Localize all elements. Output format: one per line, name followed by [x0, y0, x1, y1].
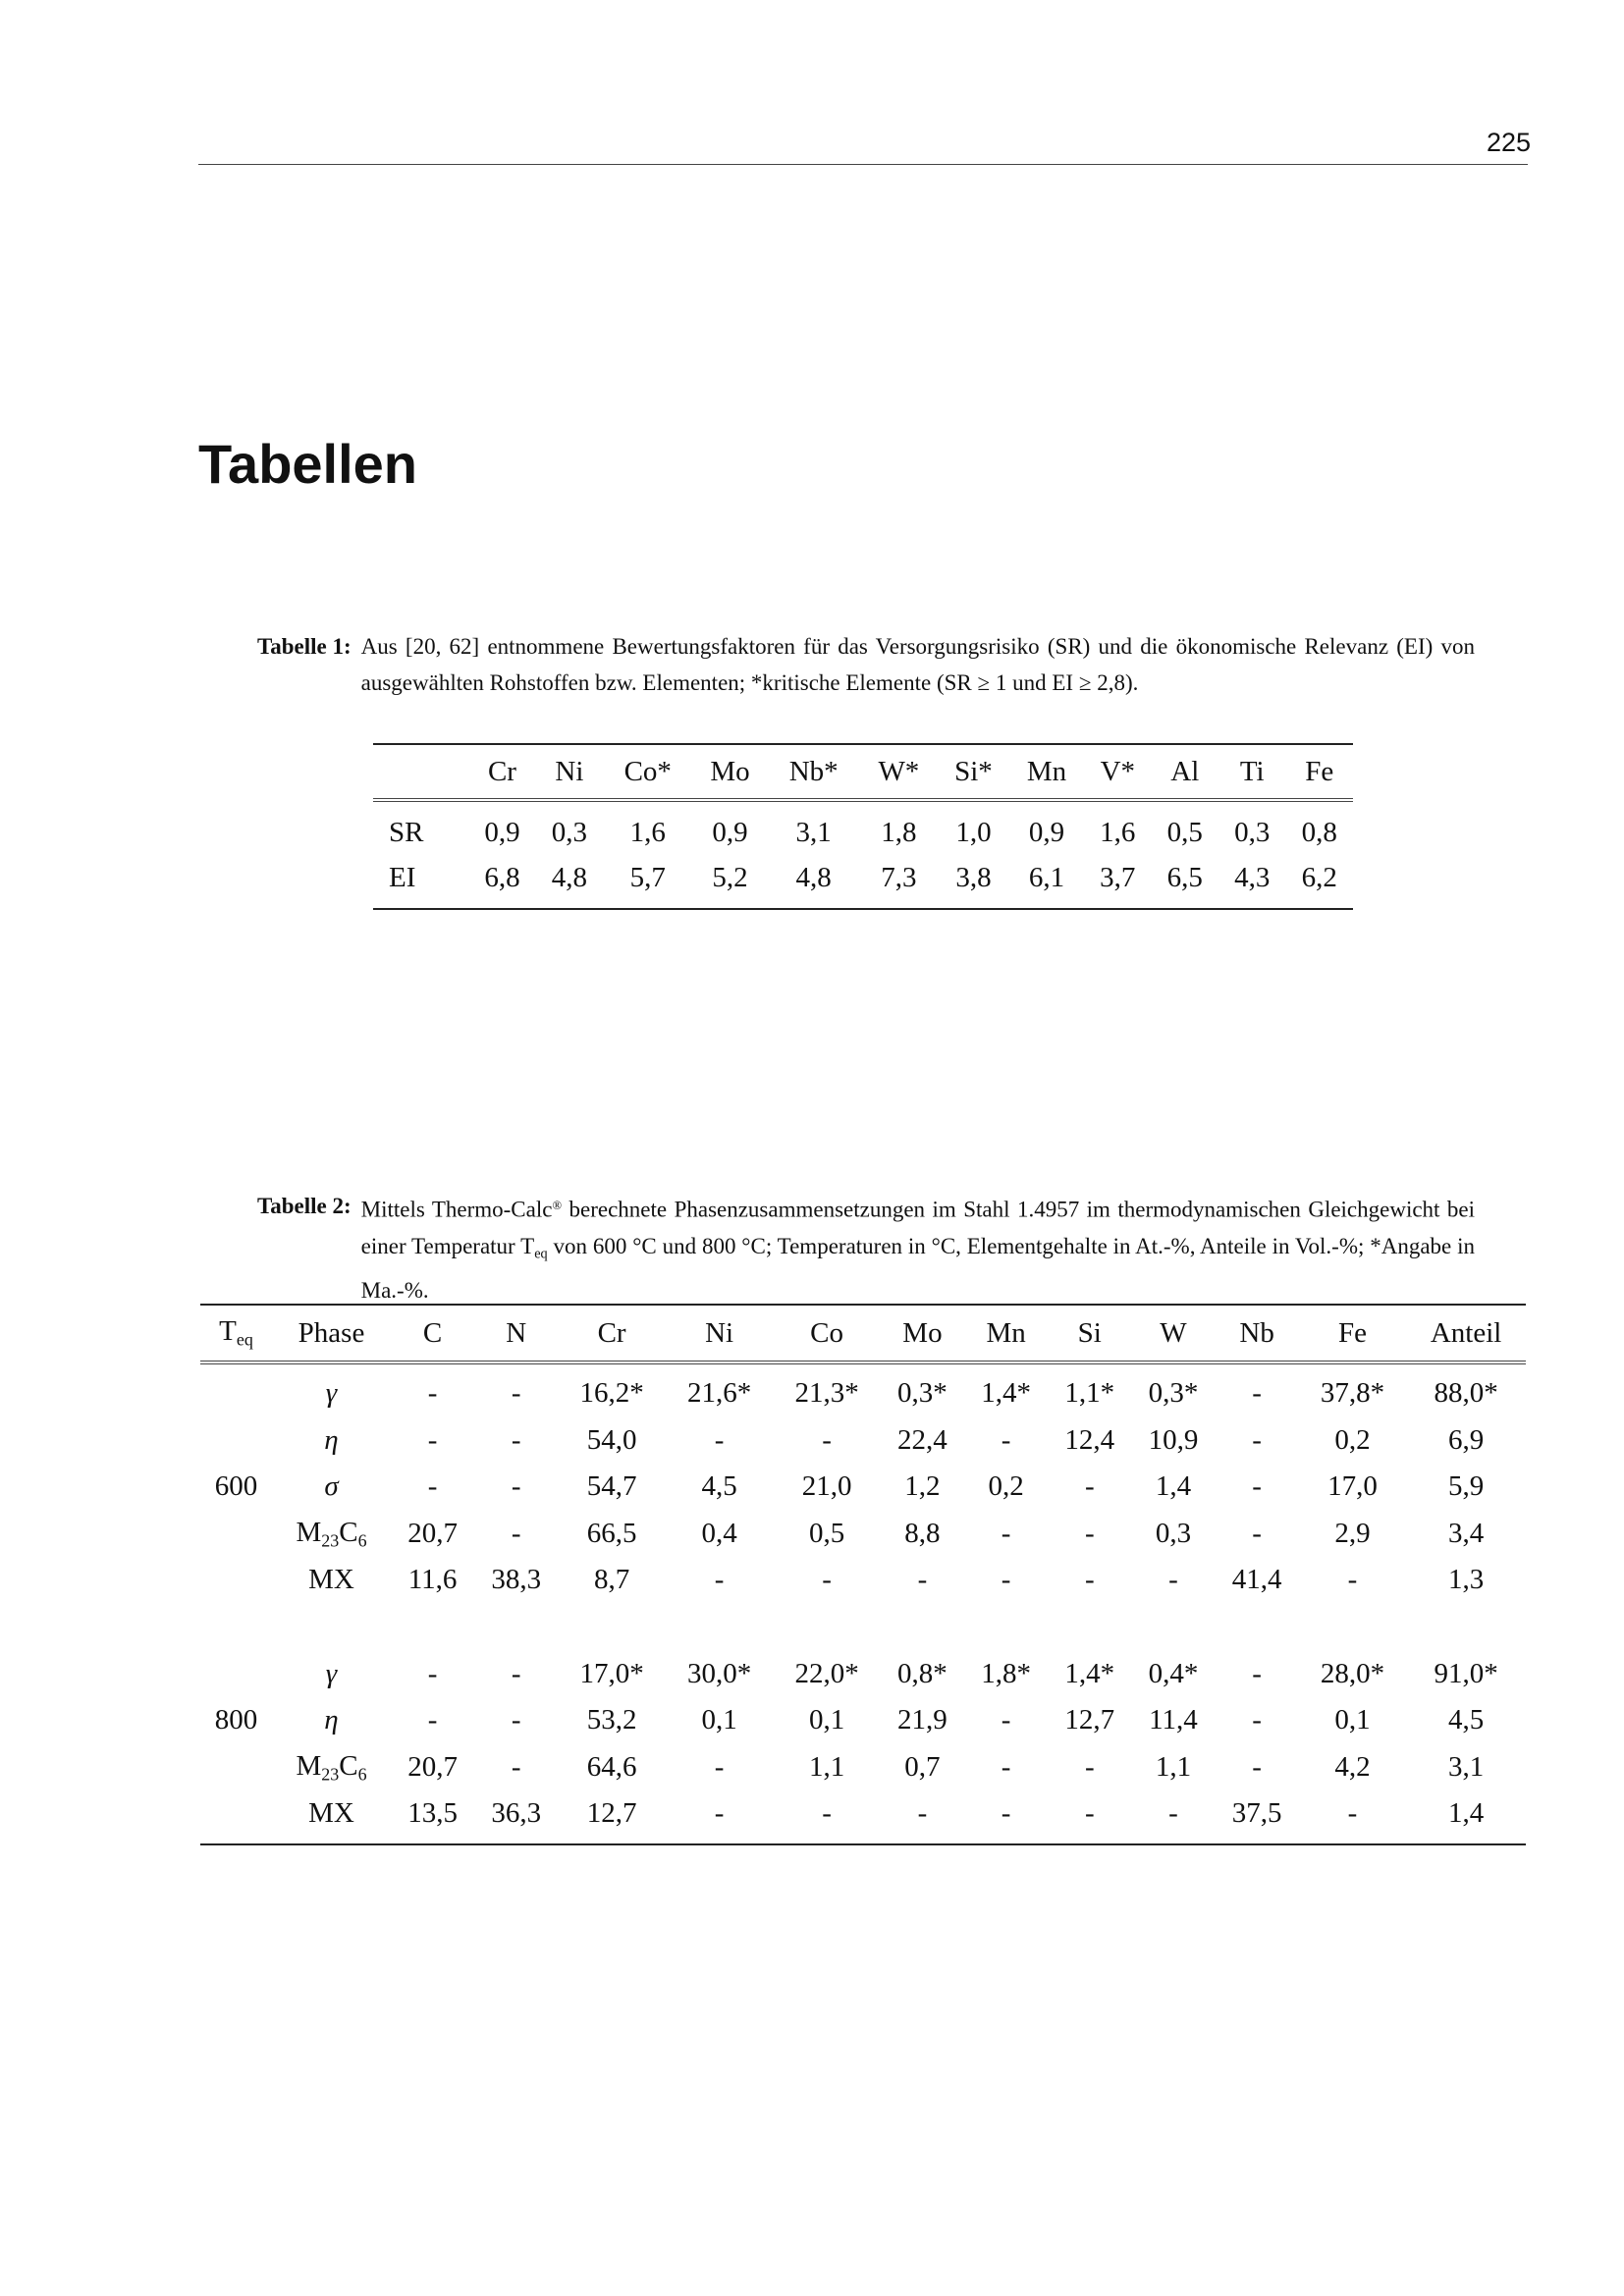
table2-cell: - [917, 1564, 928, 1596]
table1-cell: 0,8 [1301, 816, 1337, 848]
registered-mark: ® [552, 1199, 563, 1212]
table2-cell: 17,0 [1327, 1470, 1378, 1503]
table-row [200, 1464, 1526, 1511]
phase-cell: MX [272, 1790, 391, 1844]
table2-cell: - [822, 1423, 832, 1456]
table1-cell: 6,8 [468, 855, 535, 909]
table2-cell: - [427, 1657, 438, 1689]
table2-cell: 1,1 [808, 1750, 845, 1783]
table2-cell: - [427, 1377, 438, 1410]
table2-cell: 66,5 [586, 1517, 637, 1549]
table2-cell: 0,1 [808, 1704, 845, 1736]
table2-cell: - [1252, 1704, 1262, 1736]
table2-cell: 1,4* [1064, 1657, 1115, 1689]
table2-cell: 37,5 [1216, 1790, 1299, 1844]
spacer-cell [200, 1604, 1526, 1651]
table2-cell: - [1252, 1470, 1262, 1503]
teq-sub: eq [236, 1329, 253, 1350]
table2-cell: 11,6 [407, 1564, 458, 1596]
table2-cell: 53,2 [586, 1704, 637, 1736]
phase-cell: γ [325, 1657, 338, 1689]
table2-cell: - [1001, 1423, 1011, 1456]
table2-cell: 16,2* [579, 1377, 644, 1410]
phase-sub: 6 [357, 1763, 367, 1784]
table-row [200, 1744, 1526, 1791]
table2-cell: - [822, 1564, 832, 1596]
table2-cell: 54,7 [586, 1470, 637, 1503]
table2-cell: - [1252, 1517, 1262, 1549]
table2-cell: 1,4* [981, 1377, 1031, 1410]
table2-cell: - [511, 1377, 521, 1410]
table1-cell: 3,7 [1084, 855, 1151, 909]
table2-header-cell: C [391, 1305, 474, 1362]
table2-cell: - [511, 1470, 521, 1503]
table2-cell: 12,7 [558, 1790, 666, 1844]
table2-cell: 1,1* [1064, 1377, 1115, 1410]
teq-cell [200, 1744, 272, 1791]
table2-cell: 36,3 [474, 1790, 558, 1844]
table2-header-cell: N [474, 1305, 558, 1362]
table2-cell: 21,0 [801, 1470, 852, 1503]
table2-cell: - [1252, 1750, 1262, 1783]
table2-cell: 38,3 [491, 1564, 542, 1596]
table2-cell: 0,2 [1334, 1423, 1371, 1456]
teq-cell [200, 1417, 272, 1465]
table2-cell: - [1001, 1750, 1011, 1783]
table2-cell: - [1084, 1470, 1095, 1503]
table2-cell: - [1084, 1517, 1095, 1549]
table2-caption [257, 1188, 1475, 1308]
table2-cell: - [714, 1423, 725, 1456]
table2-caption-part2: berechnete Phasenzusammensetzungen im Stahl 1.4957 im thermodynamischen Gleichgewicht bei einer Temperatur T [360, 1197, 1475, 1258]
table2-cell: 4,5 [1447, 1704, 1485, 1736]
table1-cell: 6,1 [1009, 855, 1084, 909]
table2-cell: 0,1 [1334, 1704, 1371, 1736]
table1-caption [257, 628, 1475, 701]
phase-cell: η [324, 1423, 339, 1456]
table2-cell: - [511, 1704, 521, 1736]
table1-header-cell: Nb* [768, 744, 860, 800]
table2-header-teq [200, 1305, 272, 1362]
table2-cell: 0,8* [897, 1657, 947, 1689]
phase-cell: γ [325, 1377, 338, 1410]
table2-cell: - [666, 1790, 774, 1844]
table2-cell: - [1252, 1657, 1262, 1689]
table2-cell: 0,7 [904, 1750, 941, 1783]
phase-cell: η [324, 1704, 339, 1736]
table2-header-cell: Co [773, 1305, 881, 1362]
table2-cell: 10,9 [1148, 1423, 1199, 1456]
table2-cell: - [427, 1470, 438, 1503]
phase-c: C [339, 1749, 358, 1782]
table2-cell: - [427, 1423, 438, 1456]
table2-cell: - [1131, 1790, 1215, 1844]
table2-cell: - [1252, 1377, 1262, 1410]
phase-m: M [296, 1516, 322, 1548]
table2-cell: 5,9 [1447, 1470, 1485, 1503]
phase-m: M [296, 1749, 322, 1782]
table2-header-cell: W [1131, 1305, 1215, 1362]
table1-header-cell: W* [860, 744, 938, 800]
table2-header-cell: Si [1048, 1305, 1131, 1362]
table2-cell: 1,4 [1155, 1470, 1192, 1503]
phase-sub: 6 [357, 1529, 367, 1550]
teq-cell [200, 1651, 272, 1698]
table1-cell: 7,3 [860, 855, 938, 909]
table2-cell: 0,4 [701, 1517, 737, 1549]
table-row [200, 1362, 1526, 1417]
table2-cell: 12,4 [1064, 1423, 1115, 1456]
table2-cell: - [427, 1704, 438, 1736]
phase-c: C [339, 1516, 358, 1548]
table2-cell: 1,3 [1447, 1564, 1485, 1596]
table2-cell: 0,4* [1148, 1657, 1199, 1689]
table2-cell: - [881, 1790, 964, 1844]
table2-caption-text [361, 1188, 1475, 1308]
table2-cell: 28,0* [1320, 1657, 1385, 1689]
table2-cell: 3,1 [1447, 1750, 1485, 1783]
table2-caption-part3: von 600 °C und 800 °C; Temperaturen in °C, Elementgehalte in At.-%, Anteile in Vol.-%; *Angabe in Ma.-%. [360, 1233, 1475, 1303]
table1-cell: 6,2 [1285, 855, 1353, 909]
phase-cell: σ [324, 1470, 339, 1503]
table1-cell: 4,8 [768, 855, 860, 909]
table-row [200, 1697, 1526, 1744]
table1-cell: 1,6 [1100, 816, 1136, 848]
table1-cell: 3,8 [938, 855, 1009, 909]
table2-cell: 4,5 [701, 1470, 737, 1503]
table2-cell: - [1084, 1750, 1095, 1783]
table2-cell: - [1048, 1790, 1131, 1844]
table-row [200, 1651, 1526, 1698]
table2-cell: - [714, 1750, 725, 1783]
phase-sub: 23 [321, 1763, 340, 1784]
table1-cell: 1,0 [955, 816, 992, 848]
table2-header-cell: Mo [881, 1305, 964, 1362]
table2-cell: - [511, 1657, 521, 1689]
table2-cell: 0,1 [701, 1704, 737, 1736]
teq-cell [200, 1557, 272, 1604]
table1-cell: EI [373, 855, 468, 909]
table2 [200, 1304, 1526, 1845]
table-spacer-row [200, 1604, 1526, 1651]
table2-cell: 0,3* [897, 1377, 947, 1410]
teq-main: T [219, 1315, 237, 1348]
table1-cell: 3,1 [795, 816, 832, 848]
table1-header-cell: V* [1084, 744, 1151, 800]
table1-cell: 4,8 [536, 855, 603, 909]
table1-caption-text: Aus [20, 62] entnommene Bewertungsfaktoren für das Versorgungsrisiko (SR) und die ökonomische Relevanz (EI) von ausgewählten Rohstoffen bzw. Elementen; *kritische Elemente (SR ≥ 1 und EI ≥ 2,8). [360, 634, 1475, 695]
table1-cell: 0,5 [1166, 816, 1203, 848]
phase-sub: 23 [321, 1529, 340, 1550]
table1-header-cell [373, 744, 468, 800]
table1-cell: 5,2 [692, 855, 767, 909]
table2-header-cell: Anteil [1406, 1305, 1526, 1362]
table1-header-cell: Ni [536, 744, 603, 800]
phase-cell: MX [308, 1564, 354, 1596]
table1-cell: 0,9 [1028, 816, 1065, 848]
table1-header-row [373, 744, 1353, 800]
table2-cell: 22,4 [897, 1423, 947, 1456]
table2-cell: 37,8* [1320, 1377, 1385, 1410]
table2-cell: 54,0 [586, 1423, 637, 1456]
table1-cell: 6,5 [1152, 855, 1218, 909]
table2-cell: 88,0* [1434, 1377, 1498, 1410]
table1-header-cell: Ti [1218, 744, 1285, 800]
table2-cell: - [1001, 1517, 1011, 1549]
table2-cell: - [773, 1790, 881, 1844]
table2-header-row [200, 1305, 1526, 1362]
table2-cell: - [1347, 1564, 1358, 1596]
table2-cell: 21,3* [794, 1377, 859, 1410]
teq-cell [200, 1511, 272, 1558]
table2-header-cell: Fe [1299, 1305, 1407, 1362]
table2-header-cell: Mn [964, 1305, 1048, 1362]
table2-header-cell: Ni [666, 1305, 774, 1362]
table2-cell: 22,0* [794, 1657, 859, 1689]
table2-cell: 30,0* [686, 1657, 752, 1689]
table2-cell: - [1252, 1423, 1262, 1456]
table2-cell: - [1299, 1790, 1407, 1844]
table2-cell: 0,3* [1148, 1377, 1199, 1410]
table1-header-cell: Fe [1285, 744, 1353, 800]
table2-cell: 1,4 [1406, 1790, 1526, 1844]
phase-cell [272, 1744, 391, 1791]
table1-header-cell: Cr [468, 744, 535, 800]
table-row [200, 1557, 1526, 1604]
teq-cell: 800 [214, 1704, 258, 1736]
table2-header-cell: Cr [558, 1305, 666, 1362]
table-row [373, 800, 1353, 855]
table1-cell: 4,3 [1218, 855, 1285, 909]
table-row [200, 1417, 1526, 1465]
table2-cell: 1,8* [981, 1657, 1031, 1689]
table2-cell: 11,4 [1149, 1704, 1198, 1736]
table2-cell: 4,2 [1334, 1750, 1371, 1783]
table2-cell: 0,5 [808, 1517, 845, 1549]
table1-cell: 0,9 [484, 816, 520, 848]
table1-header-cell: Al [1152, 744, 1218, 800]
table2-cell: 6,9 [1447, 1423, 1485, 1456]
table2-caption-label: Tabelle 2: [257, 1194, 352, 1218]
table2-cell: - [511, 1750, 521, 1783]
phase-cell [272, 1511, 391, 1558]
table1-cell: 1,6 [629, 816, 666, 848]
table2-cell: 20,7 [407, 1517, 458, 1549]
table2-cell: 8,8 [904, 1517, 941, 1549]
teq-cell [200, 1362, 272, 1417]
teq-cell: 600 [214, 1470, 258, 1503]
table2-cell: 2,9 [1334, 1517, 1371, 1549]
table1-cell: 1,8 [881, 816, 917, 848]
table1-cell: 0,3 [551, 816, 588, 848]
table2-cell: 64,6 [586, 1750, 637, 1783]
table1 [373, 743, 1353, 910]
header-rule [198, 164, 1528, 165]
table2-cell: 0,3 [1155, 1517, 1192, 1549]
table1-cell: 0,9 [712, 816, 748, 848]
table1-header-cell: Si* [938, 744, 1009, 800]
table1-header-cell: Co* [603, 744, 692, 800]
table2-cell: - [511, 1423, 521, 1456]
table2-header-cell: Phase [272, 1305, 391, 1362]
table2-cell: 1,2 [904, 1470, 941, 1503]
table2-cell: - [964, 1790, 1048, 1844]
table2-cell: - [1001, 1704, 1011, 1736]
table2-cell: 12,7 [1064, 1704, 1115, 1736]
table2-cell: - [511, 1517, 521, 1549]
table1-header-cell: Mo [692, 744, 767, 800]
table2-cell: 3,4 [1447, 1517, 1485, 1549]
table1-cell: SR [389, 816, 424, 848]
table2-cell: 21,6* [686, 1377, 752, 1410]
table-row [200, 1790, 1526, 1844]
table2-cell: 21,9 [897, 1704, 947, 1736]
table2-cell: 20,7 [407, 1750, 458, 1783]
table2-caption-part1: Mittels Thermo-Calc [360, 1197, 553, 1222]
table2-cell: 13,5 [391, 1790, 474, 1844]
table-row [373, 855, 1353, 909]
table2-cell: 8,7 [593, 1564, 630, 1596]
table1-cell: 0,3 [1234, 816, 1271, 848]
page-number: 225 [1486, 128, 1531, 157]
table1-header-cell: Mn [1009, 744, 1084, 800]
table2-cell: 17,0* [579, 1657, 644, 1689]
table2-cell: 91,0* [1434, 1657, 1498, 1689]
table2-cell: - [714, 1564, 725, 1596]
table1-caption-label: Tabelle 1: [257, 634, 352, 659]
table1-cell: 5,7 [603, 855, 692, 909]
teq-cell [200, 1790, 272, 1844]
table2-cell: 1,1 [1155, 1750, 1192, 1783]
table2-header-cell: Nb [1216, 1305, 1299, 1362]
table2-caption-sub: eq [534, 1245, 548, 1261]
chapter-title: Tabellen [198, 433, 418, 495]
table2-cell: - [1084, 1564, 1095, 1596]
table2-cell: 0,2 [988, 1470, 1024, 1503]
table-row [200, 1511, 1526, 1558]
table2-cell: 41,4 [1231, 1564, 1282, 1596]
table2-cell: - [1168, 1564, 1178, 1596]
table2-cell: - [1001, 1564, 1011, 1596]
